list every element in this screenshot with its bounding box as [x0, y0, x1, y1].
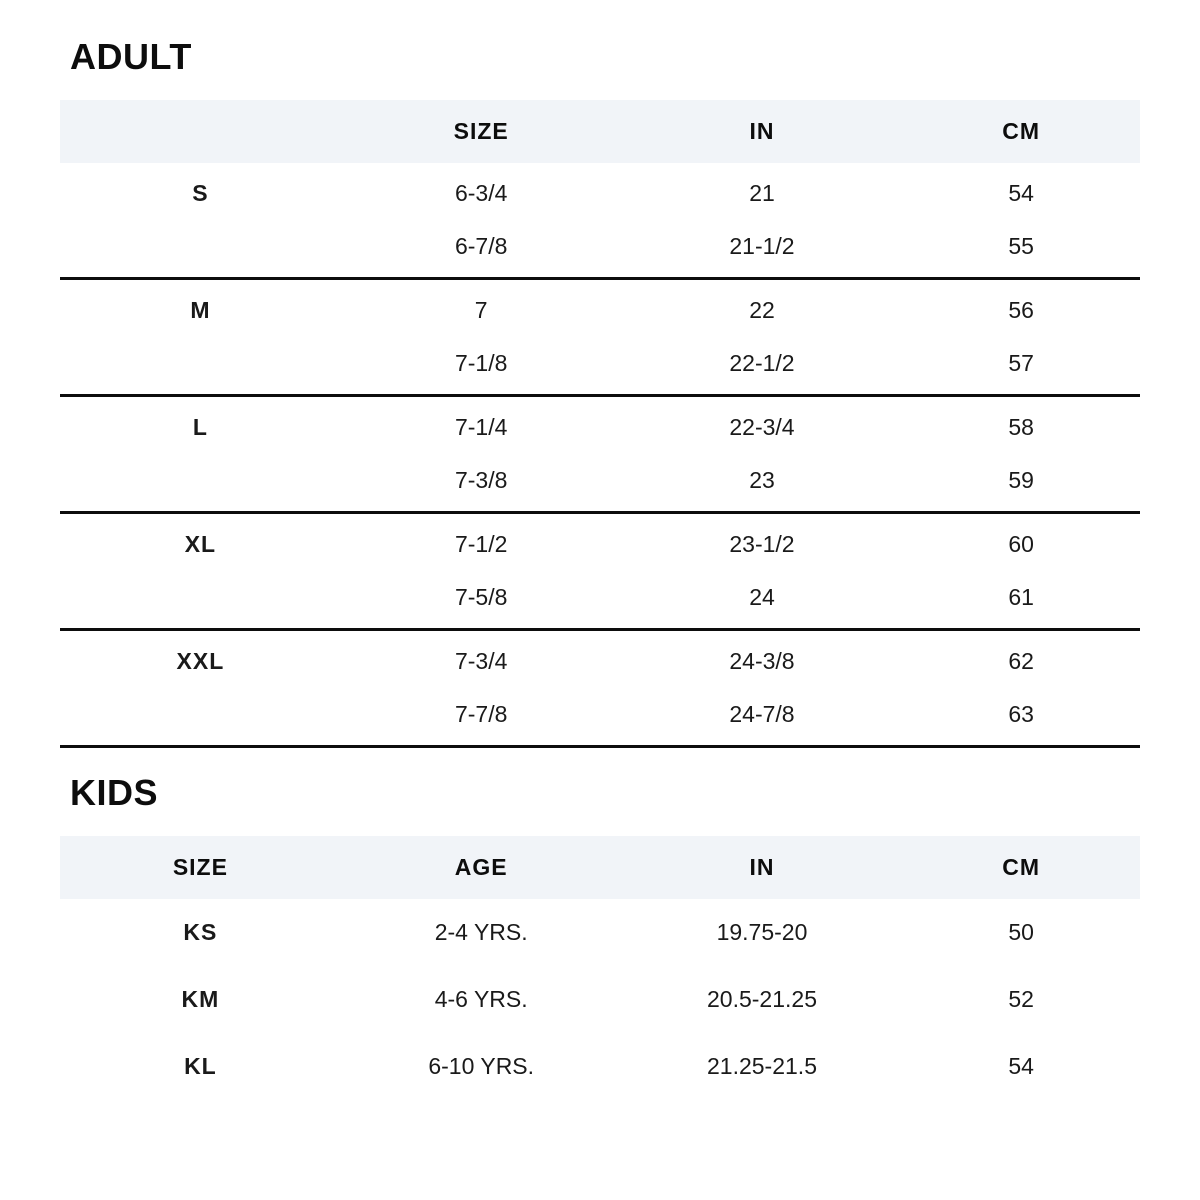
- adult-size: [60, 454, 341, 513]
- kids-inches: 21.25-21.5: [707, 1053, 817, 1079]
- kids-age: 6-10 YRS.: [428, 1053, 535, 1079]
- table-row: [60, 1033, 1140, 1100]
- adult-cm: 58: [1008, 414, 1034, 440]
- adult-cm: 61: [902, 571, 1140, 630]
- kids-size: KM: [181, 986, 220, 1012]
- adult-size: [60, 337, 341, 396]
- adult-cm: 54: [1008, 180, 1034, 206]
- table-row: [60, 630, 1140, 689]
- adult-inches: 24: [622, 571, 903, 630]
- table-row: [60, 513, 1140, 572]
- adult-column-header-blank: [60, 100, 341, 163]
- kids-inches: 19.75-20: [716, 919, 808, 945]
- adult-size: XL: [184, 531, 217, 557]
- kids-cm: 54: [1008, 1053, 1034, 1079]
- adult-section-title: ADULT: [70, 36, 192, 77]
- table-row: [60, 899, 1140, 966]
- adult-inches: 24-3/8: [729, 648, 795, 674]
- adult-cm: 59: [902, 454, 1140, 513]
- adult-hat-size: 7-3/4: [454, 648, 508, 674]
- adult-size: M: [190, 297, 211, 323]
- adult-size: L: [192, 414, 208, 440]
- table-row: [60, 454, 1140, 513]
- adult-cm: 60: [1008, 531, 1034, 557]
- adult-column-header-in: IN: [749, 118, 775, 144]
- table-row: [60, 337, 1140, 396]
- adult-size: [60, 688, 341, 747]
- kids-column-header-age: AGE: [454, 854, 508, 880]
- adult-inches: 21-1/2: [622, 220, 903, 279]
- adult-cm: 63: [902, 688, 1140, 747]
- adult-inches: 22-1/2: [622, 337, 903, 396]
- kids-age: 2-4 YRS.: [434, 919, 528, 945]
- adult-hat-size: 6-7/8: [341, 220, 622, 279]
- adult-inches: 22: [749, 297, 775, 323]
- table-row: [60, 966, 1140, 1033]
- adult-inches: 21: [749, 180, 775, 206]
- adult-cm: 55: [902, 220, 1140, 279]
- adult-cm: 62: [1008, 648, 1034, 674]
- kids-age: 4-6 YRS.: [434, 986, 528, 1012]
- adult-size-table: [60, 100, 1140, 748]
- adult-hat-size: 7-1/4: [454, 414, 508, 440]
- adult-hat-size: 7-5/8: [341, 571, 622, 630]
- adult-inches: 23-1/2: [729, 531, 795, 557]
- kids-table-body: [60, 899, 1140, 1100]
- kids-size: KS: [183, 919, 218, 945]
- table-row: [60, 279, 1140, 338]
- kids-cm: 50: [1008, 919, 1034, 945]
- adult-table-body: [60, 163, 1140, 747]
- adult-size: XXL: [176, 648, 225, 674]
- kids-size: KL: [184, 1053, 217, 1079]
- adult-inches: 22-3/4: [729, 414, 795, 440]
- adult-cm: 56: [1008, 297, 1034, 323]
- kids-inches: 20.5-21.25: [707, 986, 817, 1012]
- table-row: [60, 396, 1140, 455]
- adult-size: S: [192, 180, 209, 206]
- adult-hat-size: 7-3/8: [341, 454, 622, 513]
- adult-hat-size: 7: [474, 297, 488, 323]
- adult-inches: 24-7/8: [622, 688, 903, 747]
- adult-cm: 57: [902, 337, 1140, 396]
- adult-table-header-row: [60, 100, 1140, 163]
- adult-inches: 23: [622, 454, 903, 513]
- adult-hat-size: 7-7/8: [341, 688, 622, 747]
- table-row: [60, 220, 1140, 279]
- kids-column-header-in: IN: [749, 854, 775, 880]
- kids-cm: 52: [1008, 986, 1034, 1012]
- adult-column-header-size: SIZE: [453, 118, 509, 144]
- adult-hat-size: 7-1/2: [454, 531, 508, 557]
- adult-column-header-cm: CM: [1002, 118, 1041, 144]
- table-row: [60, 163, 1140, 220]
- kids-size-table: [60, 836, 1140, 1100]
- kids-column-header-size: SIZE: [172, 854, 228, 880]
- kids-column-header-cm: CM: [1002, 854, 1041, 880]
- table-row: [60, 571, 1140, 630]
- adult-size: [60, 571, 341, 630]
- adult-size: [60, 220, 341, 279]
- table-row: [60, 688, 1140, 747]
- adult-hat-size: 7-1/8: [341, 337, 622, 396]
- kids-table-header-row: [60, 836, 1140, 899]
- adult-hat-size: 6-3/4: [454, 180, 508, 206]
- kids-section-title: KIDS: [70, 772, 159, 813]
